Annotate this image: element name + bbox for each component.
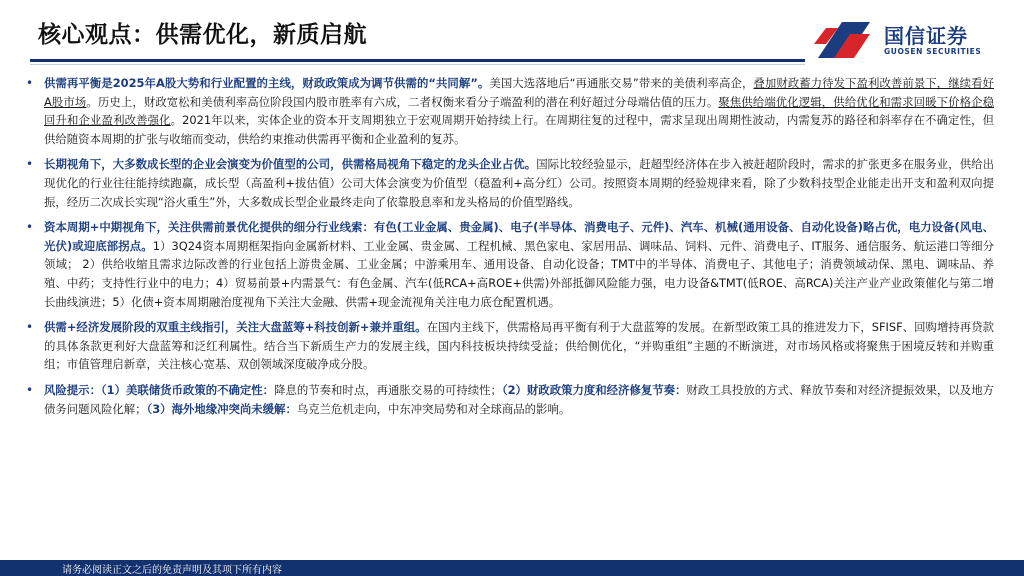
bullet-text: 在国内主线下，供需格局再平衡有利于大盘蓝筹的发展。在新型政策工具的推进发力下，SFISF、回购增持再贷款的具体条款更利好大盘蓝筹和泛红利属性。结合当下新质生产力的发展主线，国内科技板块持续受益；供给侧优化，“并购重组”主题的不断演进，对市场风格或将聚焦于困境反转和并购重组；市值管理启新章，关注核心宽基、双创领域深度破净成分股。 <box>44 320 994 372</box>
risk-3-text: 乌克兰危机走向，中东冲突局势和对全球商品的影响。 <box>296 401 571 416</box>
logo-text-cn: 国信证券 <box>884 24 968 48</box>
bullet-dot: • <box>26 220 34 235</box>
bullet-lead: 长期视角下，大多数成长型的企业会演变为价值型的公司，供需格局视角下稳定的龙头企业占优。 <box>44 157 537 172</box>
bullet-lead: 供需+经济发展阶段的双重主线指引，关注大盘蓝筹+科技创新+兼并重组。 <box>44 320 427 335</box>
bullet-lead: 资本周期+中期视角下，关注供需前景优化提供的细分行业线索：有色(工业金属、贵金属)、电子(半导体、消费电子、元件)、汽车、机械(通用设备、自动化设备)略占优，电力设备(风电、光伏)或迎底部拐点。 <box>44 220 994 253</box>
bullet-dot: • <box>26 157 34 172</box>
bullet-industry-clues <box>24 218 994 311</box>
bullet-text: 1）3Q24资本周期框架指向金属新材料、工业金属、贵金属、工程机械、黑色家电、家居用品、调味品、饲料、元件、消费电子、IT服务、通信服务、航运港口等细分领域； 2）供给收缩且需求边际改善的行业包括上游贵金属、工业金属；中游乘用车、通用设备、自动化设备；TMT中的半导体、消费电子、其他电子；消费领域动保、黑电、调味品、养殖、中药；支持性行业中的电力；4）贸易前景+内需景气：有色金属、汽车(低RCA+高ROE+供需)外部抵御风险能力强，电力设备&TMT(低ROE、高RCA)关注产业产业政策催化与第二增长曲线演进；5）化债+资本周期融治度视角下关注大金融、供需+现金流视角关注电力底仓配置机遇。 <box>44 238 994 309</box>
underlined-text: 叠加财政蓄力待发下盈利改善前景下，继续看好A股市场 <box>44 76 994 109</box>
title-rule <box>30 59 805 62</box>
risk-1-text: 降息的节奏和时点，再通胀交易的可持续性； <box>274 382 502 397</box>
key-points-list <box>24 74 994 425</box>
bullet-text: 美国大选落地后“再通胀交易”带来的美债利率高企， <box>489 76 754 90</box>
bullet-risk-warning <box>24 381 994 418</box>
underlined-text: 聚焦供给端优化逻辑，供给优化和需求回暖下价格企稳回升和企业盈利改善强化 <box>44 94 994 128</box>
bullet-long-term-view <box>24 155 994 211</box>
risk-3-label: （3）海外地缘冲突尚未缓解： <box>146 401 297 416</box>
bullet-dot: • <box>26 76 34 90</box>
logo-text-en: GUOSEN SECURITIES <box>884 47 982 56</box>
page-title: 核心观点：供需优化，新质启航 <box>38 22 367 48</box>
brand-logo <box>812 14 1012 66</box>
risk-2-label: （2）财政政策力度和经济修复节奏： <box>501 382 687 397</box>
risk-1-label: （1）美联储货币政策的不确定性： <box>100 382 275 397</box>
risk-lead: 风险提示： <box>44 382 101 397</box>
bullet-text: 。2021年以来，实体企业的资本开支周期独立于宏观周期开始持续上行。在周期往复的过程中，需求呈现出周期性波动，内需复苏的路径和斜率存在不确定性，但供给随资本周期的扩张与收缩而变动，供给约束推动供需再平衡和企业盈利的复苏。 <box>44 113 994 146</box>
bullet-dot: • <box>26 320 34 335</box>
bullet-lead: 供需再平衡是2025年A股大势和行业配置的主线，财政政策成为调节供需的“共同解”。 <box>44 76 490 90</box>
bullet-dot: • <box>26 382 34 397</box>
bullet-text: 。历史上，财政宽松和美债利率高位阶段国内股市胜率有六成，二者权衡来看分子端盈利的潜在利好超过分母端估值的压力。 <box>86 94 719 109</box>
risk-2-text: 财政工具投放的方式、释放节奏和对经济提振效果，以及地方债务问题风险化解； <box>44 382 994 416</box>
footer-bar <box>0 560 1024 576</box>
header <box>0 0 1024 72</box>
guosen-logo-icon <box>812 14 874 64</box>
bullet-supply-demand <box>24 74 994 148</box>
footer-disclaimer: 请务必阅读正文之后的免责声明及其项下所有内容 <box>62 565 282 576</box>
bullet-dual-mainline <box>24 318 994 374</box>
title-rule-thin <box>30 64 805 65</box>
bullet-text: 国际比较经验显示，赶超型经济体在步入被赶超阶段时，需求的扩张更多在服务业，供给出现优化的行业往往能持续跑赢，成长型（高盈利+拔估值）公司大体会演变为价值型（稳盈利+高分红）公司。按照资本周期的经验规律来看，除了少数科技型企业能走出开支和盈利双向提振，经历二次成长实现“浴火重生”外，大多数成长型企业最终走向了依靠股息率和龙头格局的价值型路线。 <box>44 157 994 209</box>
